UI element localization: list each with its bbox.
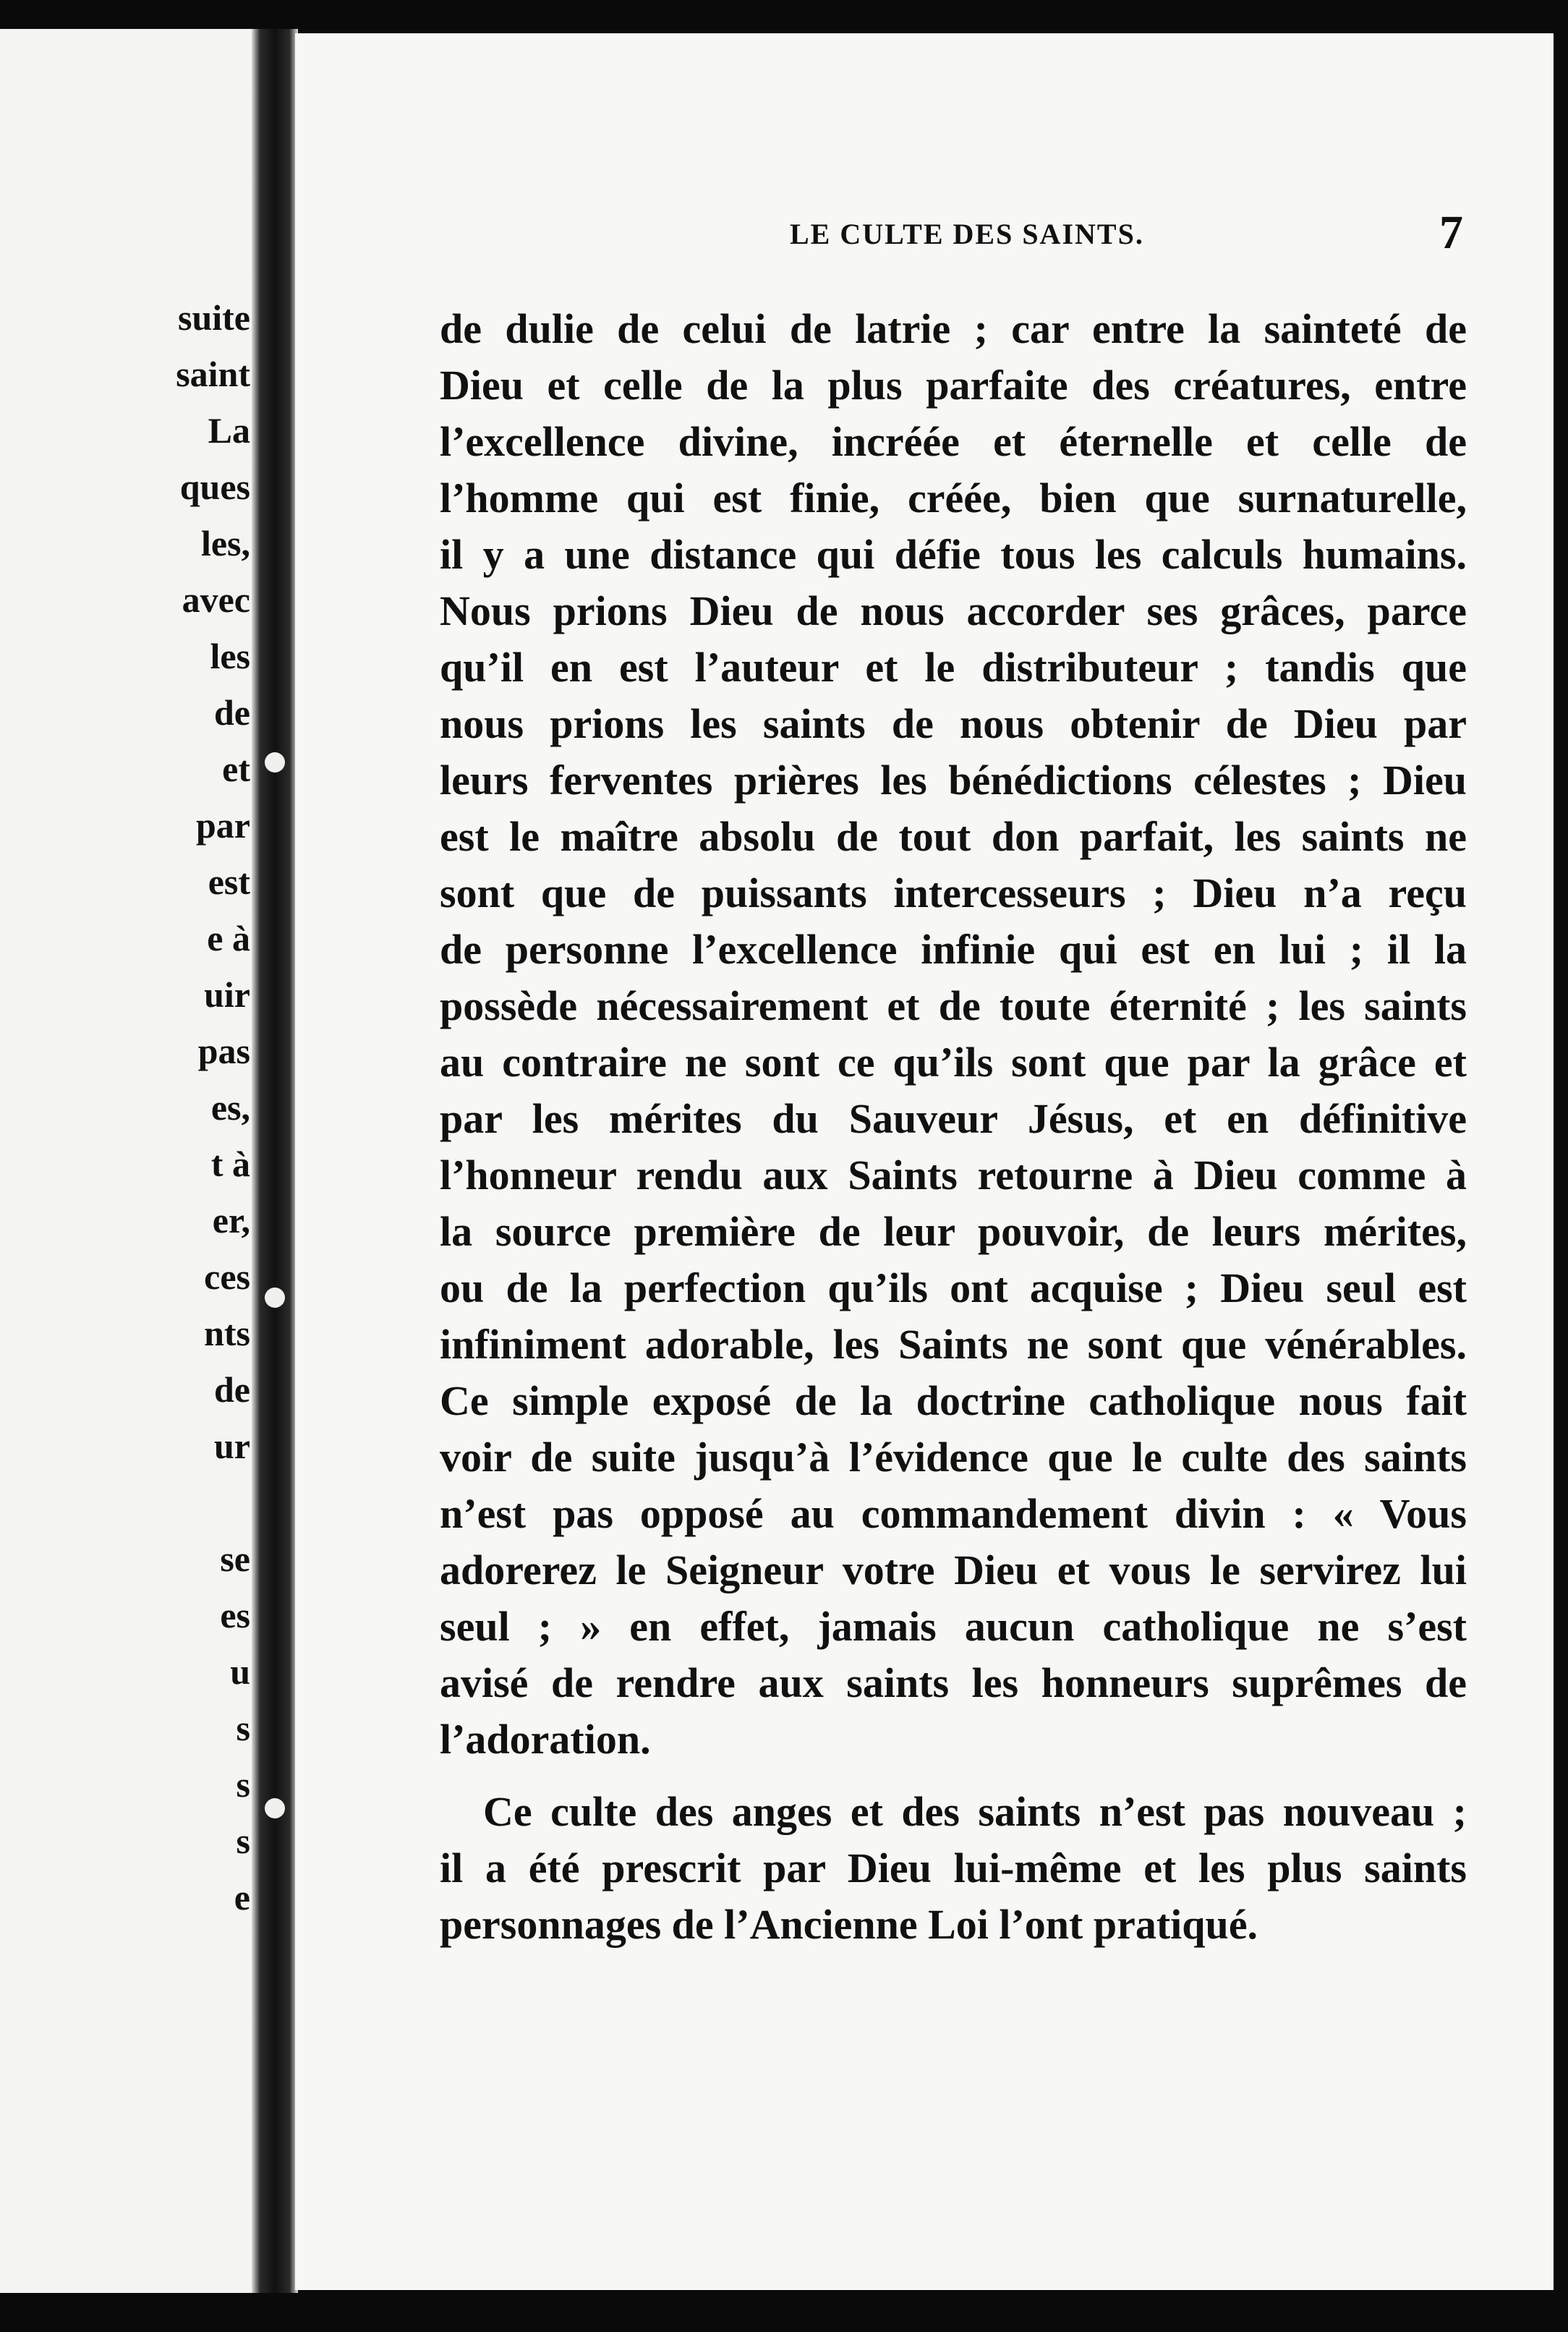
text-line: personnages de l’Ancienne Loi l’ont pratiqué. (440, 1901, 1258, 1948)
left-fragment: s (236, 1708, 250, 1748)
text-line: infiniment adorable, les Saints ne sont que vénérables. (440, 1321, 1467, 1368)
left-fragment: avec (182, 579, 250, 620)
left-fragment: se (220, 1539, 250, 1579)
text-line: voir de suite jusqu’à l’évidence que le culte des saints (440, 1434, 1467, 1481)
scan-bottom-edge (0, 2293, 1568, 2332)
book-spine (252, 29, 298, 2293)
left-fragment: es, (210, 1087, 250, 1128)
text-line: seul ; » en effet, jamais aucun catholique ne s’est (440, 1603, 1467, 1650)
text-line: leurs ferventes prières les bénédictions célestes ; Dieu (440, 757, 1467, 804)
left-fragment: suite (178, 297, 250, 338)
text-line: avisé de rendre aux saints les honneurs suprêmes de (440, 1659, 1467, 1706)
left-fragment: uir (204, 974, 250, 1015)
left-fragment: La (208, 410, 250, 451)
left-fragment: ur (214, 1426, 250, 1466)
left-fragment: e à (207, 918, 250, 958)
binding-stitch (265, 1288, 285, 1308)
text-line: adorerez le Seigneur votre Dieu et vous le servirez lui (440, 1546, 1467, 1593)
text-line: sont que de puissants intercesseurs ; Dieu n’a reçu (440, 869, 1467, 916)
left-fragment: saint (176, 354, 250, 394)
text-line: n’est pas opposé au commandement divin : « Vous (440, 1490, 1467, 1537)
left-fragment: u (230, 1651, 250, 1692)
left-fragment: les, (200, 523, 250, 563)
text-line: Dieu et celle de la plus parfaite des créatures, entre (440, 362, 1467, 409)
text-line: possède nécessairement et de toute éternité ; les saints (440, 982, 1467, 1029)
text-line: qu’il en est l’auteur et le distributeur ; tandis que (440, 644, 1467, 691)
text-line: nous prions les saints de nous obtenir de Dieu par (440, 700, 1467, 747)
text-line: l’adoration. (440, 1716, 651, 1763)
left-page (0, 29, 260, 2293)
text-line: l’honneur rendu aux Saints retourne à Dieu comme à (440, 1152, 1467, 1199)
left-fragment: s (236, 1821, 250, 1861)
left-fragment: s (236, 1764, 250, 1805)
left-fragment: es (220, 1595, 250, 1635)
left-fragment: ces (204, 1256, 250, 1297)
left-fragment: pas (197, 1031, 250, 1071)
left-fragment: de (214, 692, 250, 733)
text-line: au contraire ne sont ce qu’ils sont que par la grâce et (440, 1039, 1467, 1086)
binding-stitch (265, 1798, 285, 1818)
text-line: il y a une distance qui défie tous les calculs humains. (440, 531, 1467, 578)
text-line: Ce culte des anges et des saints n’est pas nouveau ; (483, 1788, 1467, 1835)
text-line: Nous prions Dieu de nous accorder ses grâces, parce (440, 587, 1467, 634)
text-line: est le maître absolu de tout don parfait, les saints ne (440, 813, 1467, 860)
left-fragment: t à (210, 1144, 250, 1184)
left-fragment: e (234, 1877, 250, 1918)
text-line: Ce simple exposé de la doctrine catholique nous fait (440, 1377, 1467, 1424)
text-line: l’excellence divine, incréée et éternelle et celle de (440, 418, 1467, 465)
binding-stitch (265, 752, 285, 773)
left-fragment: les (210, 636, 250, 676)
left-fragment: er, (212, 1200, 250, 1241)
text-line: de dulie de celui de latrie ; car entre la sainteté de (440, 305, 1467, 352)
page-number: 7 (1439, 206, 1463, 259)
text-line: par les mérites du Sauveur Jésus, et en définitive (440, 1095, 1467, 1142)
left-fragment: nts (204, 1313, 250, 1353)
left-fragment: par (196, 805, 250, 846)
text-line: la source première de leur pouvoir, de leurs mérites, (440, 1208, 1467, 1255)
left-fragment: est (208, 861, 250, 902)
text-line: de personne l’excellence infinie qui est en lui ; il la (440, 926, 1467, 973)
left-fragment: ques (179, 467, 250, 507)
text-line: l’homme qui est finie, créée, bien que surnaturelle, (440, 475, 1467, 522)
left-fragment: et (222, 749, 250, 789)
running-title: LE CULTE DES SAINTS. (790, 218, 1144, 250)
text-line: ou de la perfection qu’ils ont acquise ; Dieu seul est (440, 1264, 1467, 1311)
left-fragment: de (214, 1369, 250, 1410)
text-line: il a été prescrit par Dieu lui-même et les plus saints (440, 1844, 1467, 1891)
